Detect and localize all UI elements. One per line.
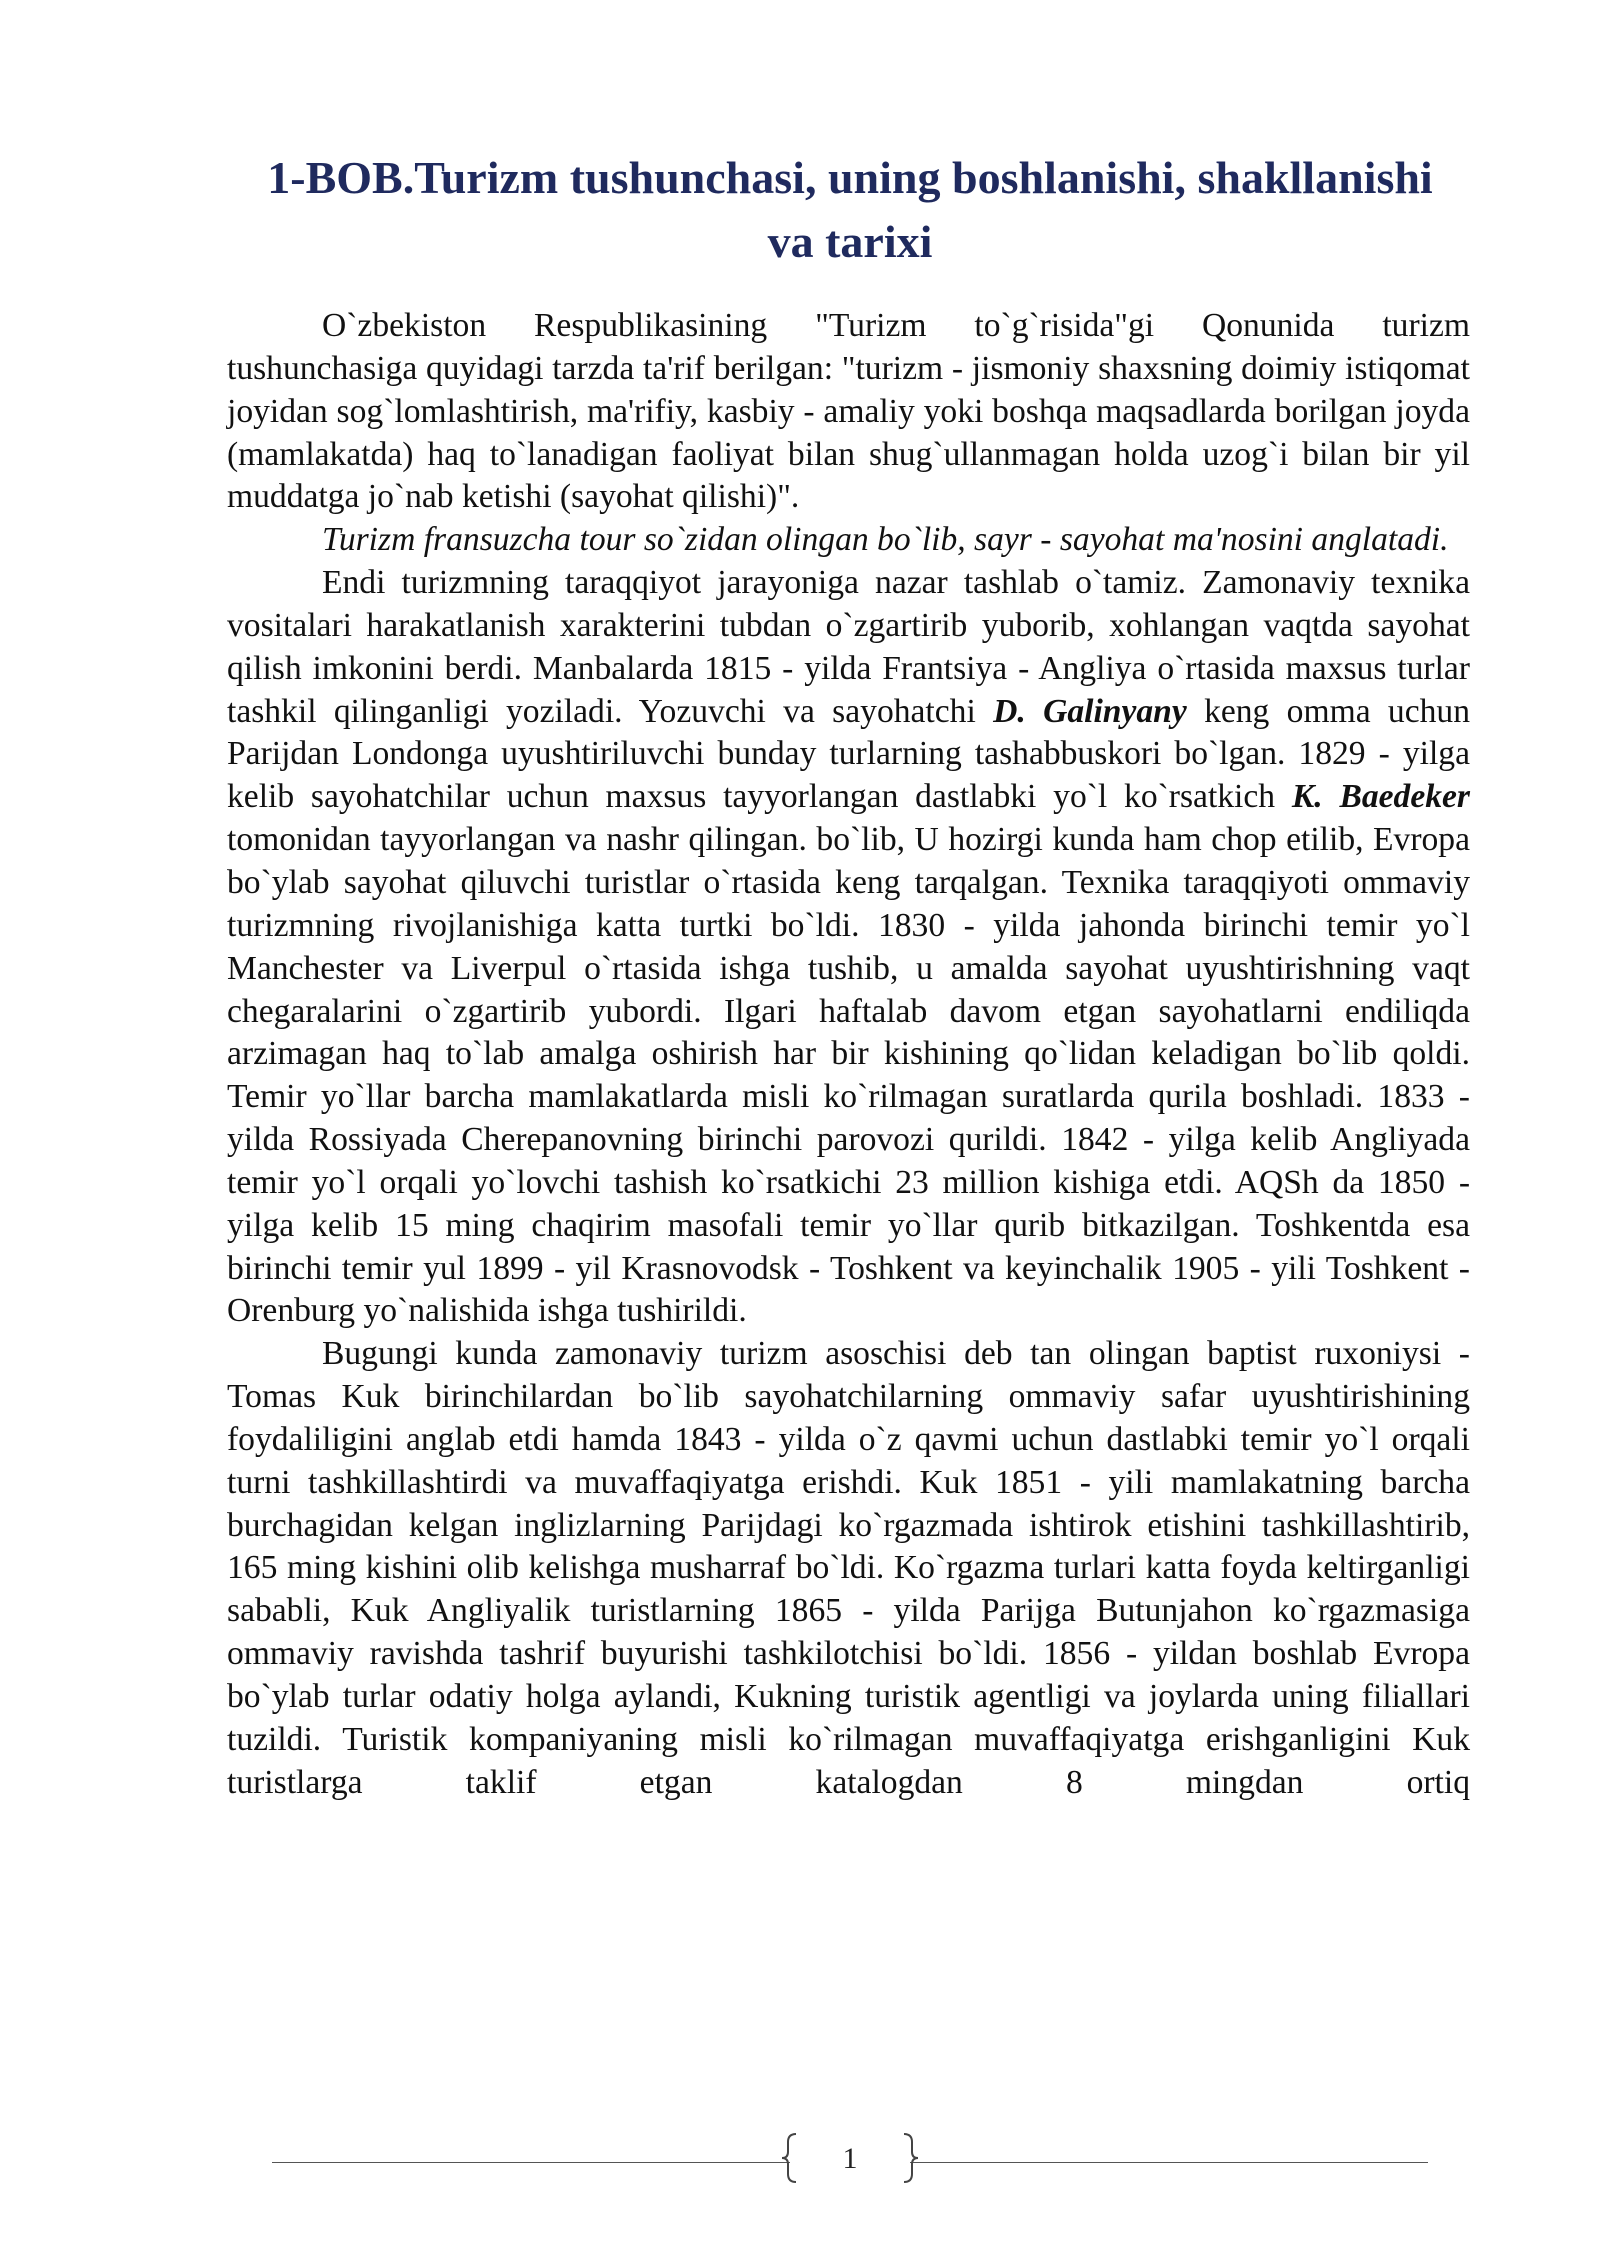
history-text-part-3: tomonidan tayyorlangan va nashr qilingan. bo`lib, U hozirgi kunda ham chop etilib, Evropa bo`ylab sayohat qiluvchi turistlar o`rtasida keng tarqalgan. Texnika taraqqiyoti ommaviy turizmning rivojlanishiga katta turtki bo`ldi. 1830 - yilda jahonda birinchi temir yo`l Manchester va Liverpul o`rtasida ishga tushib, u amalda sayohat uyushtirishning vaqt chegaralarini o`zgartirib yubordi. Ilgari haftalab davom etgan sayohatlarni endiliqda arzimagan haq to`lab amalga oshirish har bir kishining qo`lidan keladigan bo`lib qoldi. Temir yo`llar barcha mamlakatlarda misli ko`rilmagan suratlarda qurila boshladi. 1833 - yilda Rossiyada Cherepanovning birinchi parovozi qurildi. 1842 - yilga kelib Angliyada temir yo`l orqali yo`lovchi tashish ko`rsatkichi 23 million kishiga etdi. AQSh da 1850 - yilga kelib 15 ming chaqirim masofali temir yo`llar qurib bitkazilgan. Toshkentda esa birinchi temir yul 1899 - yil Krasnovodsk - Toshkent va keyinchalik 1905 - yili Toshkent - Orenburg yo`nalishida ishga tushirildi.: [227, 821, 1470, 1330]
person-name-galinyany: D. Galinyany: [993, 692, 1187, 730]
paragraph-thomas-cook: Bugungi kunda zamonaviy turizm asoschisi deb tan olingan baptist ruxoniysi - Tomas Kuk birinchilardan bo`lib sayohatchilarning ommaviy safar uyushtirishining foydaliligini anglab etdi hamda 1843 - yilda o`z qavmi uchun dastlabki temir yo`l orqali turni tashkillashtirdi va muvaffaqiyatga erishdi. Kuk 1851 - yili mamlakatning barcha burchagidan kelgan inglizlarning Parijdagi ko`rgazmada ishtirok etishini tashkillashtirib, 165 ming kishini olib kelishga musharraf bo`ldi. Ko`rgazma turlari katta foyda keltirganligi sababli, Kuk Angliyalik turistlarning 1865 - yilda Parijga Butunjahon ko`rgazmasiga ommaviy ravishda tashrif buyurishi tashkilotchisi bo`ldi. 1856 - yildan boshlab Evropa bo`ylab turlar odatiy holga aylandi, Kukning turistik agentligi va joylarda uning filiallari tuzildi. Turistik kompaniyaning misli ko`rilmagan muvaffaqiyatga erishganligini Kuk turistlarga taklif etgan katalogdan 8 mingdan ortiq: [227, 1335, 1470, 1801]
chapter-title: [200, 146, 1500, 274]
history-text-part-1: Endi turizmning taraqqiyot jarayoniga nazar tashlab o`tamiz. Zamonaviy texnika vositalari harakatlanish xarakterini tubdan o`zgartirib yuborib, xohlangan vaqtda sayohat qilish imkonini berdi. Manbalarda 1815 - yilda Frantsiya - Angliya o`rtasida maxsus turlar tashkil qilinganligi yoziladi. Yozuvchi va sayohatchi: [227, 564, 1470, 730]
person-name-baedeker: K. Baedeker: [1291, 778, 1470, 816]
page-footer: [0, 2128, 1600, 2198]
page-number: 1: [842, 2142, 858, 2175]
paragraph-history: [227, 562, 1470, 1333]
history-text-part-2: keng omma uchun Parijdan Londonga uyushtiriluvchi bunday turlarning tashabbuskori bo`lgan. 1829 - yilga kelib sayohatchilar uchun maxsus tayyorlangan dastlabki yo`l ko`rsatkich: [227, 692, 1470, 816]
paragraph-definition: O`zbekiston Respublikasining "Turizm to`g`risida"gi Qonunida turizm tushunchasiga quyidagi tarzda ta'rif berilgan: "turizm - jismoniy shaxsning doimiy istiqomat joyidan sog`lomlashtirish, ma'rifiy, kasbiy - amaliy yoki boshqa maqsadlarda borilgan joyda (mamlakatda) haq to`lanadigan faoliyat bilan shug`ullanmagan holda uzog`i bilan bir yil muddatga jo`nab ketishi (sayohat qilishi)".: [227, 307, 1470, 516]
paragraph-etymology: [227, 519, 1470, 562]
footer-rule-right: [910, 2162, 1428, 2163]
chapter-title-line-1: 1-BOB.Turizm tushunchasi, uning boshlanishi, shakllanishi: [267, 152, 1433, 203]
chapter-title-line-2: va tarixi: [767, 216, 933, 267]
etymology-italic-text: Turizm fransuzcha tour so`zidan olingan bo`lib, sayr - sayohat ma'nosini anglatadi.: [322, 521, 1449, 559]
body-text: [227, 305, 1470, 1805]
footer-rule-left: [272, 2162, 790, 2163]
